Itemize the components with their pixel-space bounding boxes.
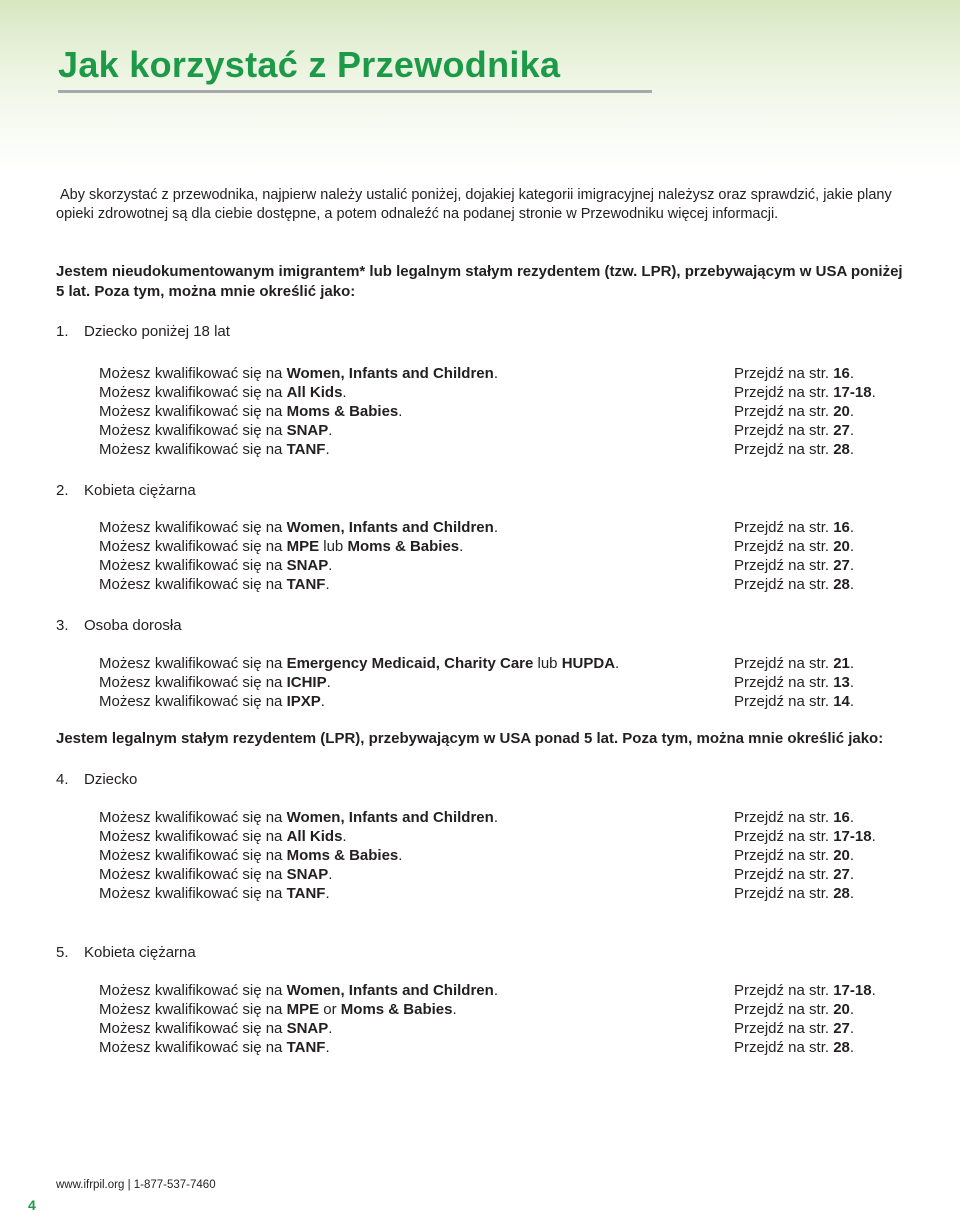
program-name: SNAP — [286, 866, 329, 883]
list-item: Możesz kwalifikować się na ICHIP. Przejdź na str. 13. — [99, 674, 855, 691]
category-2 — [56, 481, 196, 500]
program-name: ICHIP — [286, 674, 327, 691]
list-item: Możesz kwalifikować się na Women, Infants and Children. Przejdź na str. 16. — [99, 365, 855, 382]
program-name: IPXP — [286, 693, 321, 710]
page-ref: 27 — [833, 557, 850, 574]
page-ref: 20 — [833, 403, 850, 420]
category-4-list — [99, 808, 899, 903]
category-label: Dziecko poniżej 18 lat — [84, 323, 230, 340]
list-item: Możesz kwalifikować się na SNAP. Przejdź na str. 27. — [99, 1020, 855, 1037]
category-number: 4. — [56, 771, 69, 788]
page-ref: 16 — [833, 365, 850, 382]
category-label: Osoba dorosła — [84, 617, 182, 634]
page-ref: 17-18 — [833, 982, 872, 999]
page-ref: 17-18 — [833, 384, 872, 401]
program-name: Moms & Babies — [340, 1001, 453, 1018]
list-item: Możesz kwalifikować się na SNAP. Przejdź na str. 27. — [99, 557, 855, 574]
intro-paragraph: Aby skorzystać z przewodnika, najpierw należy ustalić poniżej, dojakiej kategorii imigracyjnej należysz oraz sprawdzić, jakie plany opieki zdrowotnej są dla ciebie dostępne, a potem odnaleźć na podanej stronie w Przewodniku więcej informacji. — [56, 187, 892, 222]
category-number: 3. — [56, 617, 69, 634]
page-ref: 21 — [833, 655, 850, 672]
category-1-list — [99, 364, 899, 459]
program-name: SNAP — [286, 422, 329, 439]
list-item: Możesz kwalifikować się na Women, Infants and Children. Przejdź na str. 16. — [99, 519, 855, 536]
program-name: SNAP — [286, 1020, 329, 1037]
list-item: Możesz kwalifikować się na Women, Infants and Children. Przejdź na str. 17-18. — [99, 982, 876, 999]
category-number: 5. — [56, 944, 69, 961]
category-label: Dziecko — [84, 771, 138, 788]
program-name: MPE — [286, 538, 320, 555]
list-item: Możesz kwalifikować się na SNAP. Przejdź na str. 27. — [99, 866, 855, 883]
program-name: Women, Infants and Children — [286, 519, 494, 536]
program-name: TANF — [286, 885, 326, 902]
program-name: Women, Infants and Children — [286, 982, 494, 999]
list-item: Możesz kwalifikować się na Women, Infants and Children. Przejdź na str. 16. — [99, 809, 855, 826]
list-item: Możesz kwalifikować się na IPXP. Przejdź na str. 14. — [99, 693, 855, 710]
category-label: Kobieta ciężarna — [84, 944, 196, 961]
page-ref: 28 — [833, 576, 850, 593]
title-underline — [58, 90, 652, 93]
page-ref: 28 — [833, 885, 850, 902]
section2-heading: Jestem legalnym stałym rezydentem (LPR), przebywającym w USA ponad 5 lat. Poza tym, można mnie określić jako: — [56, 730, 884, 747]
page-ref: 20 — [833, 1001, 850, 1018]
page-ref: 16 — [833, 519, 850, 536]
page-ref: 20 — [833, 847, 850, 864]
program-name: Women, Infants and Children — [286, 365, 494, 382]
list-item: Możesz kwalifikować się na Moms & Babies. Przejdź na str. 20. — [99, 847, 855, 864]
program-name: Moms & Babies — [286, 847, 399, 864]
page-title: Jak korzystać z Przewodnika — [58, 44, 561, 85]
page-ref: 27 — [833, 422, 850, 439]
list-item: Możesz kwalifikować się na MPE lub Moms & Babies. Przejdź na str. 20. — [99, 538, 855, 555]
page-ref: 14 — [833, 693, 850, 710]
category-3-list — [99, 654, 899, 711]
page-ref: 16 — [833, 809, 850, 826]
page-ref: 28 — [833, 441, 850, 458]
page-ref: 27 — [833, 1020, 850, 1037]
category-5-list — [99, 981, 899, 1057]
program-name: MPE — [286, 1001, 320, 1018]
category-5 — [56, 943, 196, 962]
list-item: Możesz kwalifikować się na MPE or Moms & Babies. Przejdź na str. 20. — [99, 1001, 855, 1018]
program-name: Women, Infants and Children — [286, 809, 494, 826]
list-item: Możesz kwalifikować się na TANF. Przejdź na str. 28. — [99, 1039, 855, 1056]
list-item: Możesz kwalifikować się na TANF. Przejdź na str. 28. — [99, 885, 855, 902]
list-item: Możesz kwalifikować się na Emergency Medicaid, Charity Care lub HUPDA. Przejdź na str. 21. — [99, 655, 855, 672]
category-1 — [56, 322, 230, 341]
program-name: SNAP — [286, 557, 329, 574]
program-name: TANF — [286, 441, 326, 458]
section1-heading: Jestem nieudokumentowanym imigrantem* lub legalnym stałym rezydentem (tzw. LPR), przebywającym w USA poniżej 5 lat. Poza tym, można mnie określić jako: — [56, 263, 903, 300]
category-2-list — [99, 518, 899, 594]
list-item: Możesz kwalifikować się na All Kids. Przejdź na str. 17-18. — [99, 828, 876, 845]
page-ref: 17-18 — [833, 828, 872, 845]
category-3 — [56, 616, 182, 635]
program-name: All Kids — [286, 828, 343, 845]
page-ref: 27 — [833, 866, 850, 883]
list-item: Możesz kwalifikować się na TANF. Przejdź na str. 28. — [99, 576, 855, 593]
list-item: Możesz kwalifikować się na SNAP. Przejdź na str. 27. — [99, 422, 855, 439]
program-name: TANF — [286, 576, 326, 593]
list-item: Możesz kwalifikować się na TANF. Przejdź na str. 28. — [99, 441, 855, 458]
category-number: 2. — [56, 482, 69, 499]
page-ref: 13 — [833, 674, 850, 691]
page-ref: 20 — [833, 538, 850, 555]
program-name: Emergency Medicaid, Charity Care — [286, 655, 534, 672]
list-item: Możesz kwalifikować się na Moms & Babies. Przejdź na str. 20. — [99, 403, 855, 420]
category-number: 1. — [56, 323, 69, 340]
program-name: TANF — [286, 1039, 326, 1056]
list-item: Możesz kwalifikować się na All Kids. Przejdź na str. 17-18. — [99, 384, 876, 401]
program-name: Moms & Babies — [286, 403, 399, 420]
page-ref: 28 — [833, 1039, 850, 1056]
program-name: All Kids — [286, 384, 343, 401]
category-label: Kobieta ciężarna — [84, 482, 196, 499]
footer-contact: www.ifrpil.org | 1-877-537-7460 — [56, 1179, 216, 1191]
category-4 — [56, 770, 137, 789]
page-number: 4 — [28, 1197, 36, 1213]
program-name: HUPDA — [561, 655, 616, 672]
program-name: Moms & Babies — [347, 538, 460, 555]
